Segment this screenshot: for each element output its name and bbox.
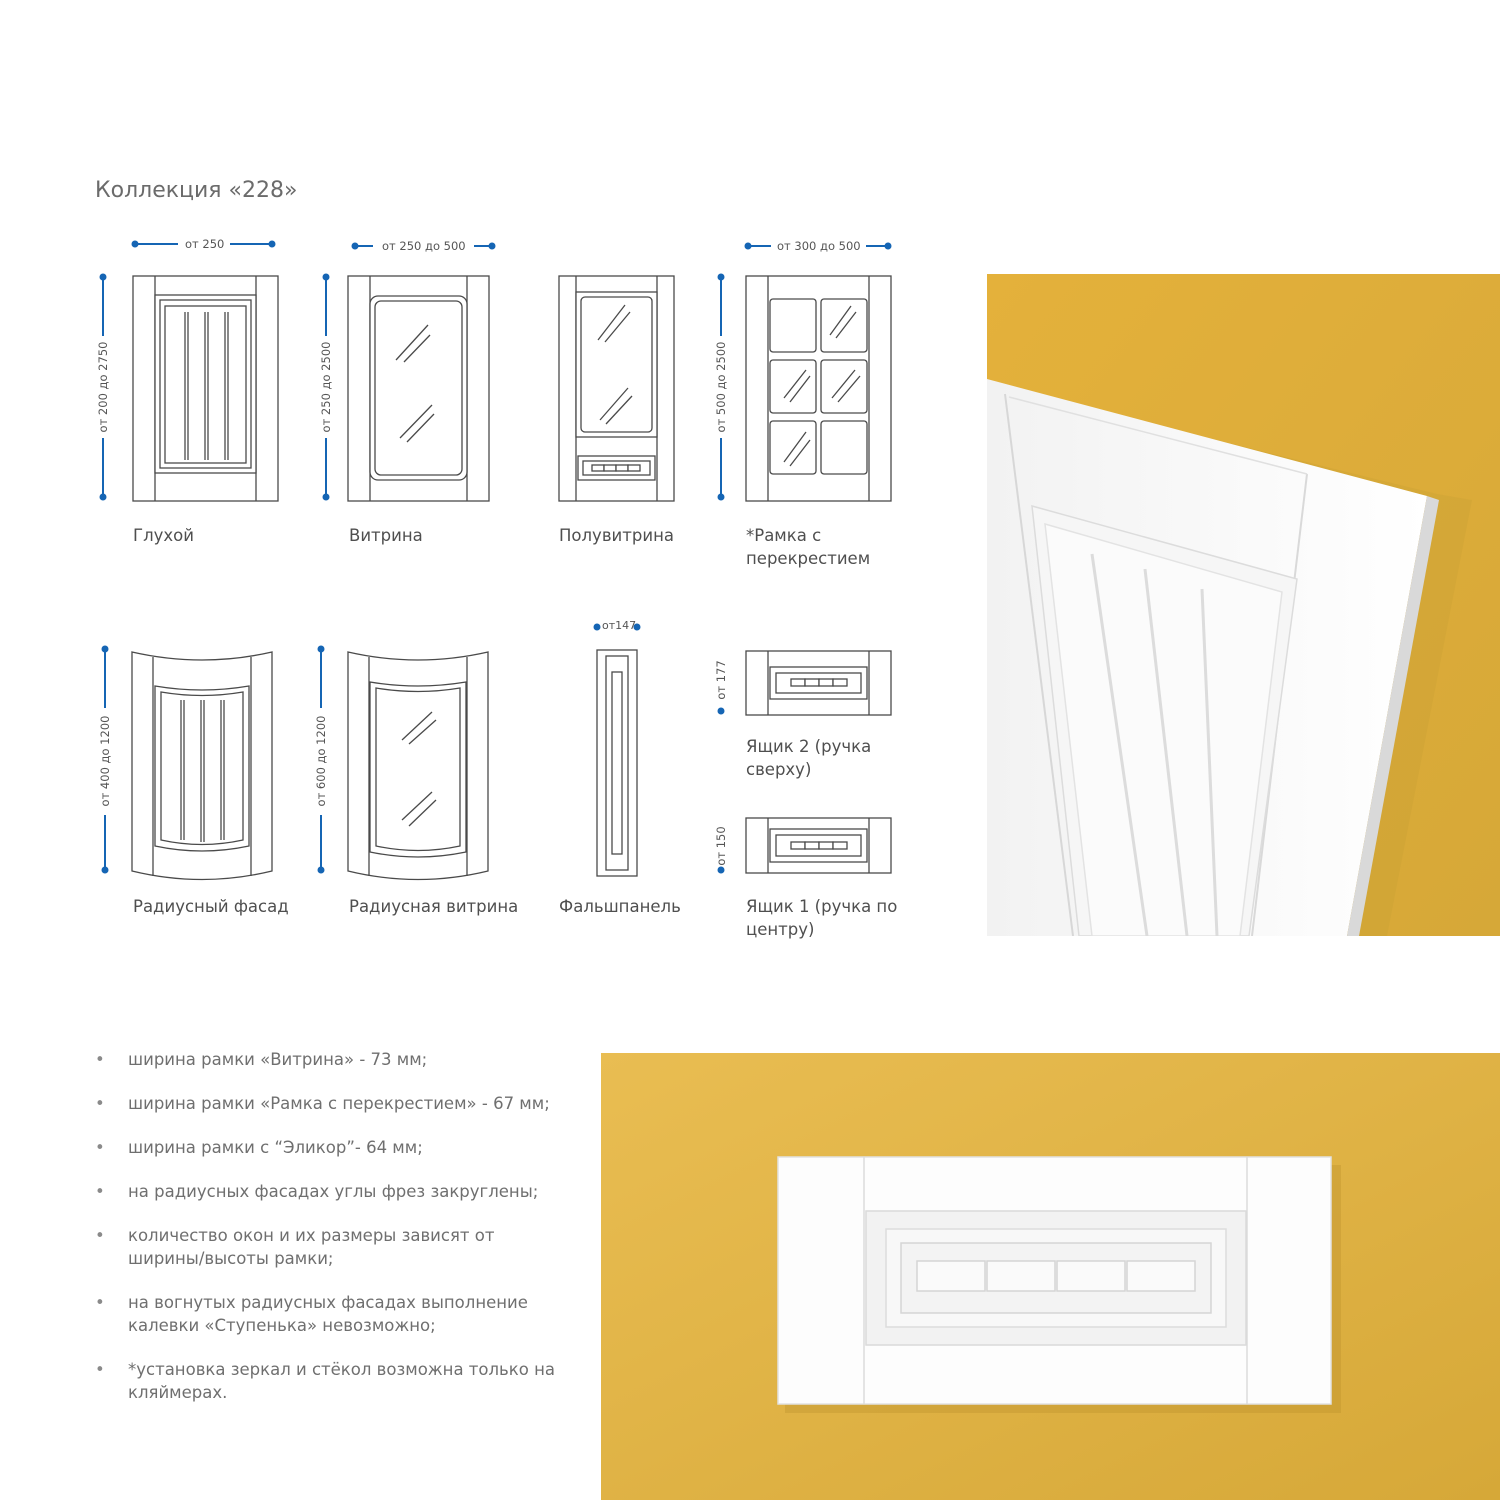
list-item: • на радиусных фасадах углы фрез закруглены;: [95, 1182, 539, 1201]
poluvitrina-drawing: [559, 276, 674, 501]
label-drawer-2: Ящик 2 (ручка сверху): [746, 737, 872, 779]
label-radius-vitrina: Радиусная витрина: [349, 897, 519, 916]
height-dim-vitrina: от 250 до 2500: [319, 341, 333, 433]
notes-list: [95, 1048, 565, 1425]
drawer-1-drawing: [746, 818, 891, 873]
drawer-front-photo: [601, 1053, 1500, 1500]
height-dim-drawer-1: от 150: [714, 826, 728, 866]
list-item: • количество окон и их размеры зависят от ширины/высоты рамки;: [95, 1226, 495, 1268]
list-item: • ширина рамки с “Эликор”- 64 мм;: [95, 1138, 423, 1157]
label-gluhoy: Глухой: [133, 526, 194, 545]
falshpanel-drawing: [597, 650, 637, 876]
width-dim-gluhoy: от 250: [185, 237, 225, 251]
height-dim-radius-facade: от 400 до 1200: [98, 715, 112, 807]
width-dim-ramka: от 300 до 500: [777, 239, 861, 253]
list-item: • *установка зеркал и стёкол возможна только на кляймерах.: [95, 1360, 555, 1402]
vitrina-drawing: [348, 276, 489, 501]
drawer-2-drawing: [746, 651, 891, 715]
label-vitrina: Витрина: [349, 526, 423, 545]
page-title: Коллекция «228»: [95, 178, 298, 203]
height-dim-gluhoy: от 200 до 2750: [96, 341, 110, 433]
door-closeup-photo: [987, 274, 1500, 936]
facade-drawings: [0, 0, 960, 950]
list-item: • ширина рамки «Рамка с перекрестием» - 67 мм;: [95, 1094, 550, 1113]
width-dim-falshpanel: от147: [602, 619, 637, 632]
gluhoy-drawing: [133, 276, 278, 501]
height-dim-ramka: от 500 до 2500: [714, 341, 728, 433]
label-drawer-1: Ящик 1 (ручка по центру): [746, 897, 898, 939]
radius-vitrina-drawing: [348, 652, 488, 880]
list-item: • ширина рамки «Витрина» - 73 мм;: [95, 1050, 428, 1069]
label-ramka: *Рамка с перекрестием: [746, 526, 871, 568]
label-poluvitrina: Полувитрина: [559, 526, 674, 545]
width-dim-vitrina: от 250 до 500: [382, 239, 466, 253]
label-falshpanel: Фальшпанель: [559, 897, 681, 916]
height-dim-drawer-2: от 177: [714, 660, 728, 700]
height-dim-radius-vitrina: от 600 до 1200: [314, 715, 328, 807]
radius-facade-drawing: [132, 652, 272, 880]
ramka-drawing: [746, 276, 891, 501]
label-radius-facade: Радиусный фасад: [133, 897, 289, 916]
list-item: • на вогнутых радиусных фасадах выполнение калевки «Ступенька» невозможно;: [95, 1293, 528, 1335]
